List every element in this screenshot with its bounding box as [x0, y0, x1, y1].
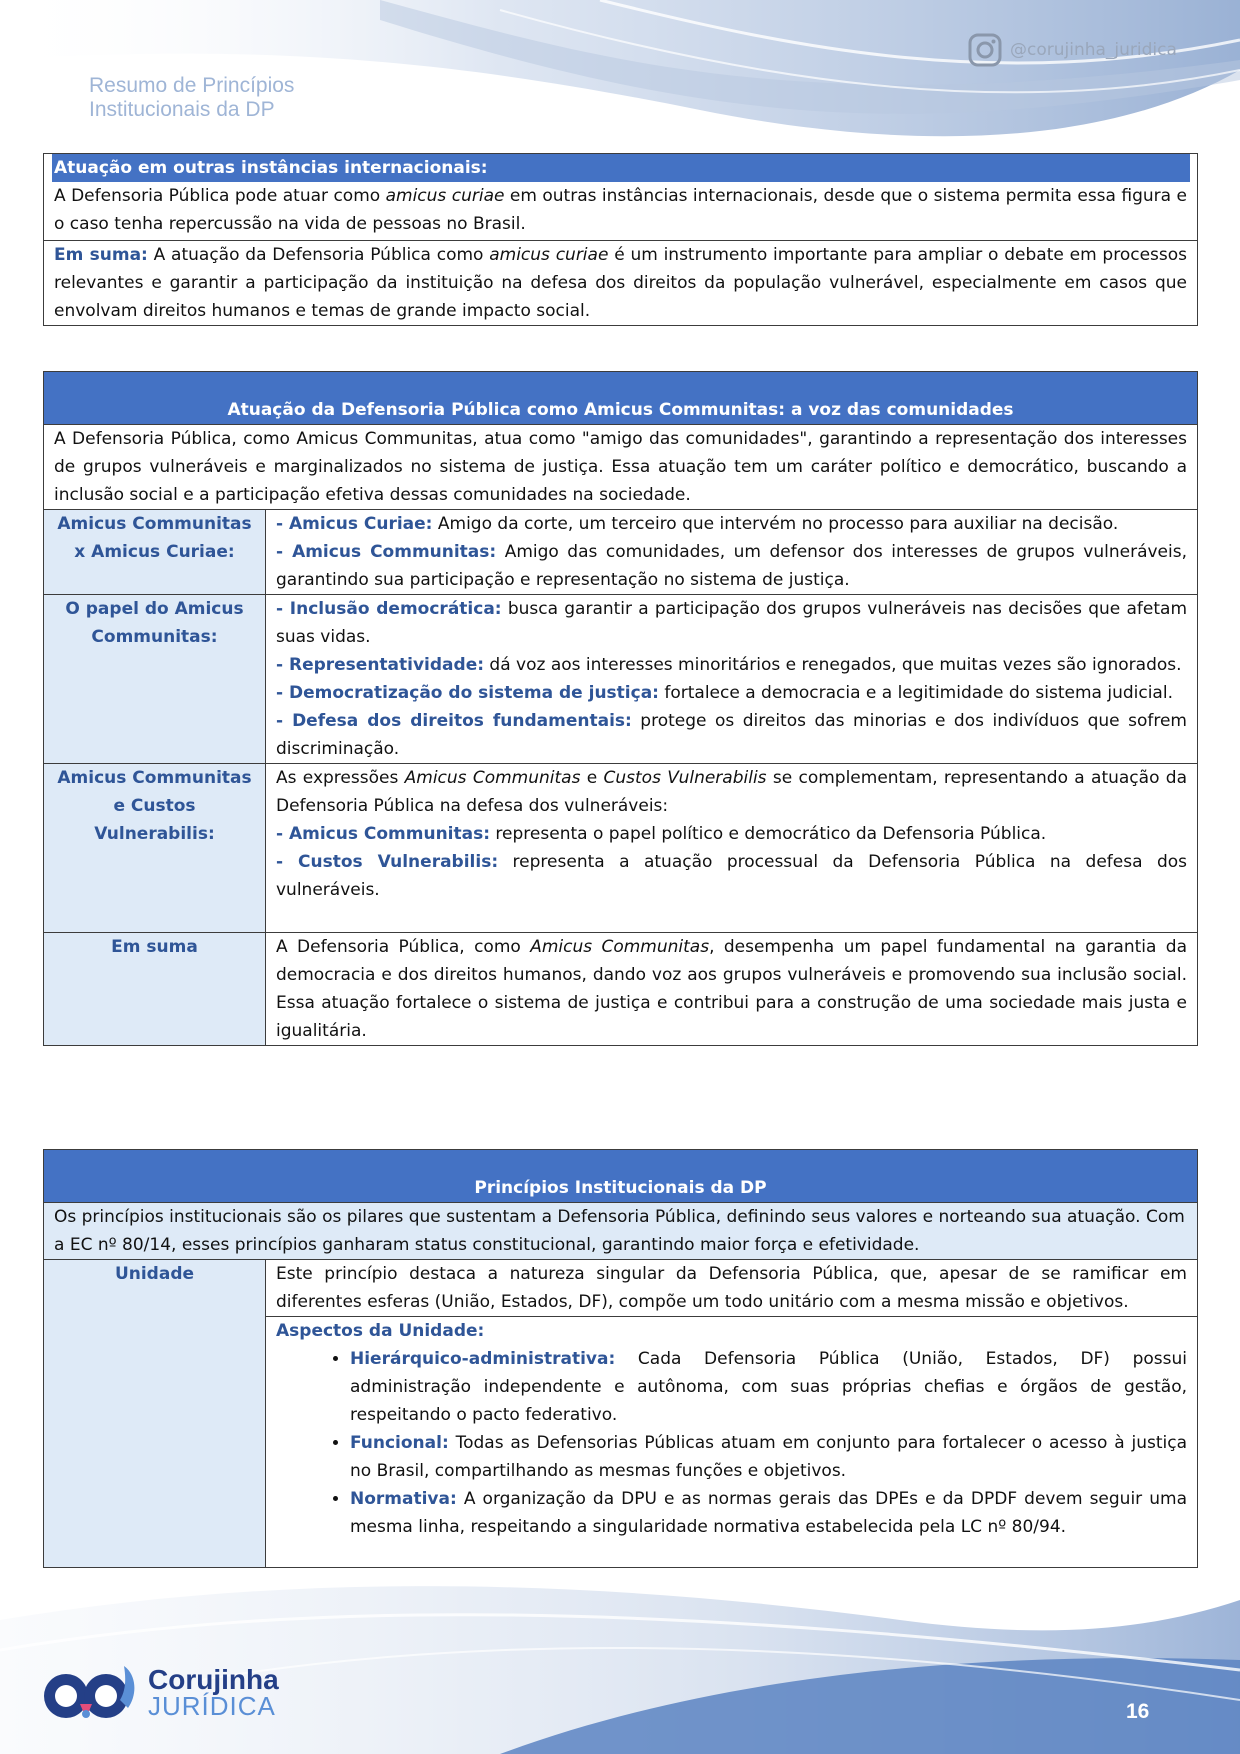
section-heading: Atuação em outras instâncias internacionais:: [52, 154, 1190, 182]
brand-subname: JURÍDICA: [148, 1691, 276, 1721]
body-text: A Defensoria Pública pode atuar como: [54, 186, 386, 206]
list-item: [350, 1345, 1187, 1429]
body-emphasis: Amicus Communitas: [404, 768, 581, 788]
item-text: Todas as Defensorias Públicas atuam em conjunto para fortalecer o acesso à justiça no Brasil, compartilhando as mesmas funções e objetivos.: [350, 1433, 1187, 1481]
summary-text: A atuação da Defensoria Pública como: [147, 245, 490, 265]
brand-name: Corujinha: [148, 1664, 279, 1695]
brand-logo: [40, 1660, 279, 1726]
unidade-aspects: [266, 1317, 1198, 1568]
item-label: - Amicus Communitas:: [276, 542, 497, 562]
row-label-summary: Em suma: [44, 933, 266, 1046]
item-text: dá voz aos interesses minoritários e renegados, que muitas vezes são ignorados.: [484, 655, 1182, 675]
international-instances-cell: [44, 154, 1198, 241]
instagram-handle: @corujinha_juridica: [1010, 40, 1177, 60]
item-label: Funcional:: [350, 1433, 449, 1453]
row-content-unidade: Este princípio destaca a natureza singular da Defensoria Pública, que, apesar de se ramificar em diferentes esferas (União, Estados, DF), compõe um todo unitário com a mesma missão e objetivos.: [266, 1260, 1198, 1317]
body-text: , desempenha um papel fundamental na garantia da democracia e dos direitos humanos, dando voz aos grupos vulneráveis e promovendo sua inclusão social. Essa atuação fortalece o sistema de justiça e contribui para a construção de uma sociedade mais justa e igualitária.: [276, 937, 1187, 1041]
page-number: 16: [1126, 1700, 1150, 1723]
item-text: protege os direitos das minorias e dos indivíduos que sofrem discriminação.: [276, 711, 1187, 759]
item-text: Amigo das comunidades, um defensor dos interesses de grupos vulneráveis, garantindo sua participação e representação no sistema de justiça.: [276, 542, 1187, 590]
row-label-unidade: Unidade: [44, 1260, 266, 1568]
instagram-icon: [968, 33, 1002, 67]
body-text: se complementam, representando a atuação da Defensoria Pública na defesa dos vulneráveis:: [276, 768, 1187, 816]
item-label: Normativa:: [350, 1489, 457, 1509]
item-label: - Amicus Curiae:: [276, 514, 433, 534]
aspects-heading: Aspectos da Unidade:: [276, 1321, 485, 1341]
item-text: Amigo da corte, um terceiro que intervém no processo para auxiliar na decisão.: [432, 514, 1119, 534]
summary-cell: [44, 241, 1198, 326]
instagram-handle-block: [968, 33, 1177, 67]
summary-text: é um instrumento importante para ampliar o debate em processos relevantes e garantir a participação da instituição na defesa dos direitos da população vulnerável, especialmente em casos que envolvam direitos humanos e temas de grande impacto social.: [54, 245, 1188, 321]
row-label-custos: Amicus Communitas e Custos Vulnerabilis:: [44, 764, 266, 933]
body-emphasis: Custos Vulnerabilis: [603, 768, 767, 788]
summary-emphasis: amicus curiae: [489, 245, 609, 265]
row-content-comparison: [266, 510, 1198, 595]
item-label: Hierárquico-administrativa:: [350, 1349, 616, 1369]
principles-table: [43, 1149, 1198, 1568]
row-label-role: O papel do Amicus Communitas:: [44, 595, 266, 764]
amicus-communitas-intro: A Defensoria Pública, como Amicus Communitas, atua como "amigo das comunidades", garantindo a representação dos interesses de grupos vulneráveis e marginalizados no sistema de justiça. Essa atuação tem um caráter político e democrático, buscando a inclusão social e a participação efetiva dessas comunidades na sociedade.: [44, 425, 1198, 510]
body-text: e: [580, 768, 604, 788]
aspects-list: [276, 1345, 1187, 1541]
row-content-summary: [266, 933, 1198, 1046]
document-title-line2: Institucionais da DP: [89, 98, 275, 121]
list-item: [350, 1485, 1187, 1541]
item-label: - Representatividade:: [276, 655, 485, 675]
item-label: - Custos Vulnerabilis:: [276, 852, 499, 872]
document-title-line1: Resumo de Princípios: [89, 74, 295, 97]
amicus-communitas-title: [44, 372, 1198, 425]
item-text: A organização da DPU e as normas gerais das DPEs e da DPDF devem seguir uma mesma linha, respeitando a singularidade normativa estabelecida pela LC nº 80/94.: [350, 1489, 1187, 1537]
owl-logo-icon: [40, 1660, 144, 1726]
international-instances-table: [43, 153, 1198, 326]
row-content-custos: [266, 764, 1198, 933]
item-text: representa a atuação processual da Defensoria Pública na defesa dos vulneráveis.: [276, 852, 1187, 900]
item-text: fortalece a democracia e a legitimidade do sistema judicial.: [658, 683, 1173, 703]
row-label-comparison: Amicus Communitas x Amicus Curiae:: [44, 510, 266, 595]
item-text: representa o papel político e democrático da Defensoria Pública.: [490, 824, 1047, 844]
section-title: Princípios Institucionais da DP: [474, 1178, 767, 1198]
document-title: [89, 74, 294, 122]
body-emphasis: Amicus Communitas: [530, 937, 710, 957]
item-label: - Defesa dos direitos fundamentais:: [276, 711, 632, 731]
item-label: - Inclusão democrática:: [276, 599, 502, 619]
amicus-communitas-table: [43, 371, 1198, 1046]
section-title: Atuação da Defensoria Pública como Amicus Communitas: a voz das comunidades: [227, 400, 1014, 420]
row-content-role: [266, 595, 1198, 764]
item-text: busca garantir a participação dos grupos vulneráveis nas decisões que afetam suas vidas.: [276, 599, 1188, 647]
body-text: A Defensoria Pública, como: [276, 937, 531, 957]
item-label: - Democratização do sistema de justiça:: [276, 683, 659, 703]
principles-intro: Os princípios institucionais são os pilares que sustentam a Defensoria Pública, definindo seus valores e norteando sua atuação. Com a EC nº 80/14, esses princípios ganharam status constitucional, garantindo maior força e efetividade.: [44, 1203, 1198, 1260]
item-text: Cada Defensoria Pública (União, Estados, DF) possui administração independente e autônoma, com suas próprias chefias e órgãos de gestão, respeitando o pacto federativo.: [350, 1349, 1187, 1425]
list-item: [350, 1429, 1187, 1485]
body-text: em outras instâncias internacionais, desde que o sistema permita essa figura e o caso tenha repercussão na vida de pessoas no Brasil.: [54, 186, 1187, 234]
body-text: As expressões: [276, 768, 405, 788]
summary-label: Em suma:: [54, 245, 148, 265]
principles-title: [44, 1150, 1198, 1203]
body-emphasis: amicus curiae: [385, 186, 505, 206]
item-label: - Amicus Communitas:: [276, 824, 491, 844]
